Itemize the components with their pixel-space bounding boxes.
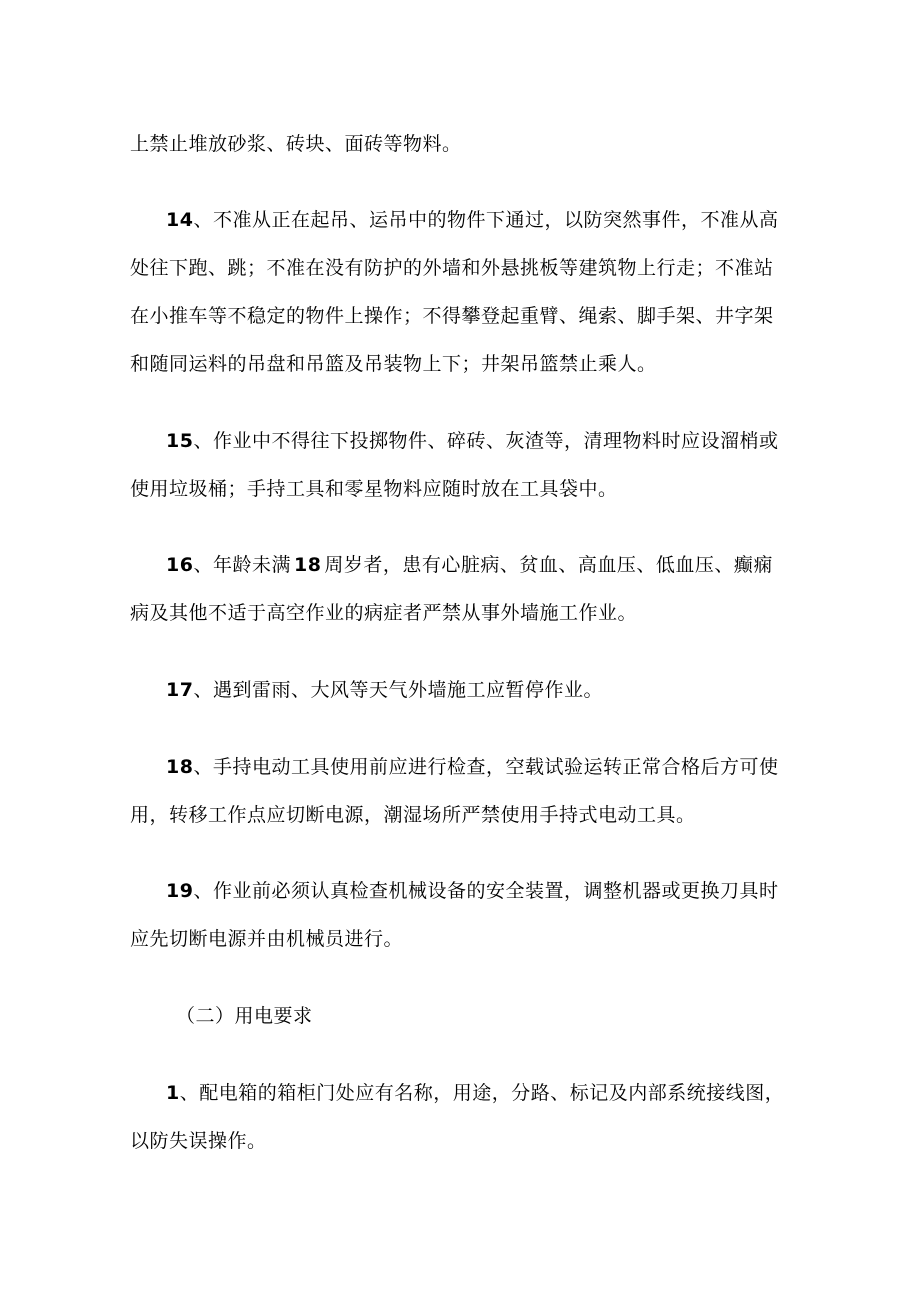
text-line xyxy=(166,553,773,577)
text-line xyxy=(130,1129,267,1153)
paragraph-14-line: 处往下跑、跳；不准在没有防护的外墙和外悬挑板等建筑物上行走；不准站 xyxy=(130,257,774,279)
text-line xyxy=(166,879,778,903)
section-heading-text: （二）用电要求 xyxy=(176,1005,313,1027)
paragraph-18-line: 、手持电动工具使用前应进行检查，空载试验运转正常合格后方可使 xyxy=(193,756,779,778)
paragraph-19-line: 应先切断电源并由机械员进行。 xyxy=(130,928,404,950)
paragraph-18-line: 用，转移工作点应切断电源，潮湿场所严禁使用手持式电动工具。 xyxy=(130,804,696,826)
text-line xyxy=(130,352,657,376)
item-number: 17 xyxy=(166,679,194,701)
paragraph-15-line: 、作业中不得往下投掷物件、碎砖、灰渣等，清理物料时应设溜梢或 xyxy=(193,430,779,452)
paragraph-1-line: 以防失误操作。 xyxy=(130,1130,267,1152)
text-line xyxy=(130,927,403,951)
text-line xyxy=(166,678,603,702)
paragraph-16-line: 周岁者，患有心脏病、贫血、高血压、低血压、癫痫 xyxy=(324,554,773,576)
text-line xyxy=(166,1081,784,1105)
age-number: 18 xyxy=(293,554,322,576)
section-heading xyxy=(176,1004,313,1028)
text-line xyxy=(130,256,774,280)
paragraph-16-line: 病及其他不适于高空作业的病症者严禁从事外墙施工作业。 xyxy=(130,602,638,624)
paragraph-15-line: 使用垃圾桶；手持工具和零星物料应随时放在工具袋中。 xyxy=(130,478,618,500)
item-number: 1 xyxy=(166,1082,180,1104)
text-line xyxy=(130,601,637,625)
item-number: 14 xyxy=(166,209,194,231)
paragraph-1-line: 、配电箱的箱柜门处应有名称，用途，分路、标记及内部系统接线图， xyxy=(179,1082,785,1104)
paragraph-19-line: 、作业前必须认真检查机械设备的安全装置，调整机器或更换刀具时 xyxy=(193,880,779,902)
text-line xyxy=(130,803,696,827)
paragraph-16-line: 、年龄未满 xyxy=(193,554,291,576)
text-line xyxy=(130,132,462,156)
paragraph-14-line: 和随同运料的吊盘和吊篮及吊装物上下；井架吊篮禁止乘人。 xyxy=(130,353,657,375)
text-line xyxy=(130,477,618,501)
paragraph-13-continuation: 上禁止堆放砂浆、砖块、面砖等物料。 xyxy=(130,133,462,155)
item-number: 18 xyxy=(166,756,194,778)
text-line xyxy=(130,304,774,328)
item-number: 15 xyxy=(166,430,194,452)
text-line xyxy=(166,208,778,232)
paragraph-14-line: 在小推车等不稳定的物件上操作；不得攀登起重臂、绳索、脚手架、井字架 xyxy=(130,305,774,327)
paragraph-14-line: 、不准从正在起吊、运吊中的物件下通过，以防突然事件，不准从高 xyxy=(193,209,779,231)
item-number: 16 xyxy=(166,554,194,576)
paragraph-17-line: 、遇到雷雨、大风等天气外墙施工应暂停作业。 xyxy=(193,679,603,701)
text-line xyxy=(166,429,778,453)
text-line xyxy=(166,755,778,779)
item-number: 19 xyxy=(166,880,194,902)
